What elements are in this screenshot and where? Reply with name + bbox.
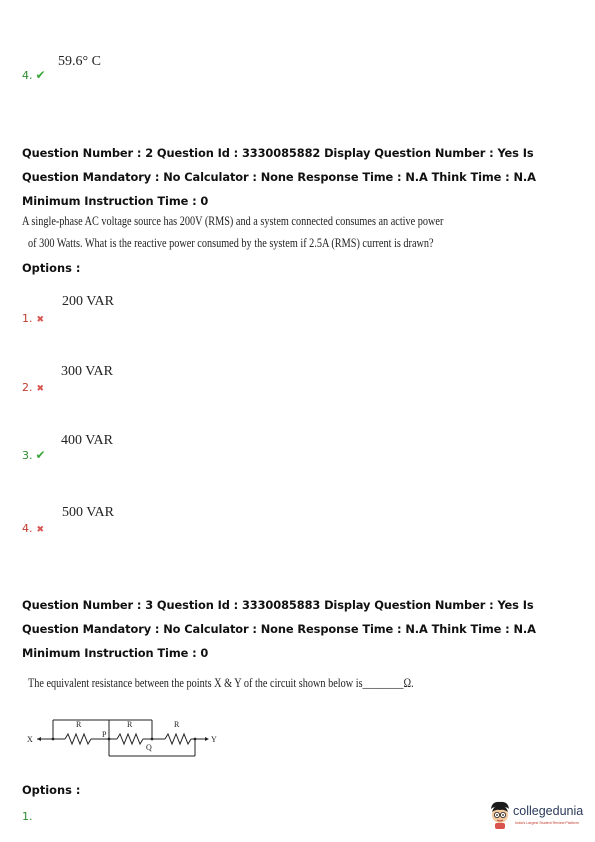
q2-option-4-text: 500 VAR xyxy=(62,505,115,520)
label-y: Y xyxy=(211,735,217,744)
question-2-header: Question Number : 2 Question Id : 3330085882 Display Question Number : Yes Is Question Mandatory : No Calculator : None Response Time : N.A Think Time : N.A Minimum Instruction Time : 0 xyxy=(22,146,536,208)
option-number: 2. xyxy=(22,381,33,394)
label-r1: R xyxy=(76,720,82,729)
q3-option-1-number: 1. xyxy=(22,810,33,823)
mascot-icon xyxy=(488,800,512,830)
question-2-text-line-1: A single-phase AC voltage source has 200V (RMS) and a system connected consumes an active power xyxy=(22,214,444,228)
collegedunia-logo xyxy=(488,800,592,834)
q2-option-2-text: 300 VAR xyxy=(61,364,114,379)
q2-option-1-text: 200 VAR xyxy=(62,294,115,309)
q2-option-4-number xyxy=(22,517,44,536)
option-number: 4. xyxy=(22,69,33,82)
option-number: 1. xyxy=(22,312,33,325)
option-number: 3. xyxy=(22,449,33,462)
q2-option-3-number xyxy=(22,444,46,463)
question-3-text: The equivalent resistance between the points X & Y of the circuit shown below is________Ω. xyxy=(28,676,414,690)
question-3-header: Question Number : 3 Question Id : 3330085883 Display Question Number : Yes Is Question Mandatory : No Calculator : None Response Time : N.A Think Time : N.A Minimum Instruction Time : 0 xyxy=(22,598,536,660)
option-text: 59.6° C xyxy=(58,54,101,69)
q2-option-1-number xyxy=(22,307,44,326)
label-x: X xyxy=(27,735,33,744)
label-p: P xyxy=(102,730,107,739)
q2-option-3-text: 400 VAR xyxy=(61,433,114,448)
option-number: 4. xyxy=(22,522,33,535)
question-2-options-label: Options : xyxy=(22,261,81,275)
prev-option-4 xyxy=(22,64,46,83)
question-2-text-line-2: of 300 Watts. What is the reactive power consumed by the system if 2.5A (RMS) current is drawn? xyxy=(28,236,434,250)
cross-icon: ✖ xyxy=(36,384,45,394)
cross-icon: ✖ xyxy=(36,315,45,325)
check-icon: ✔ xyxy=(35,448,46,462)
check-icon: ✔ xyxy=(35,68,46,82)
circuit-diagram xyxy=(25,712,225,764)
question-3-options-label: Options : xyxy=(22,783,81,797)
logo-name: collegedunia xyxy=(513,804,584,818)
label-r3: R xyxy=(174,720,180,729)
label-q: Q xyxy=(146,743,152,752)
q2-option-2-number xyxy=(22,376,44,395)
logo-tagline: India's Largest Student Review Platform xyxy=(515,821,579,825)
cross-icon: ✖ xyxy=(36,525,45,535)
label-r2: R xyxy=(127,720,133,729)
